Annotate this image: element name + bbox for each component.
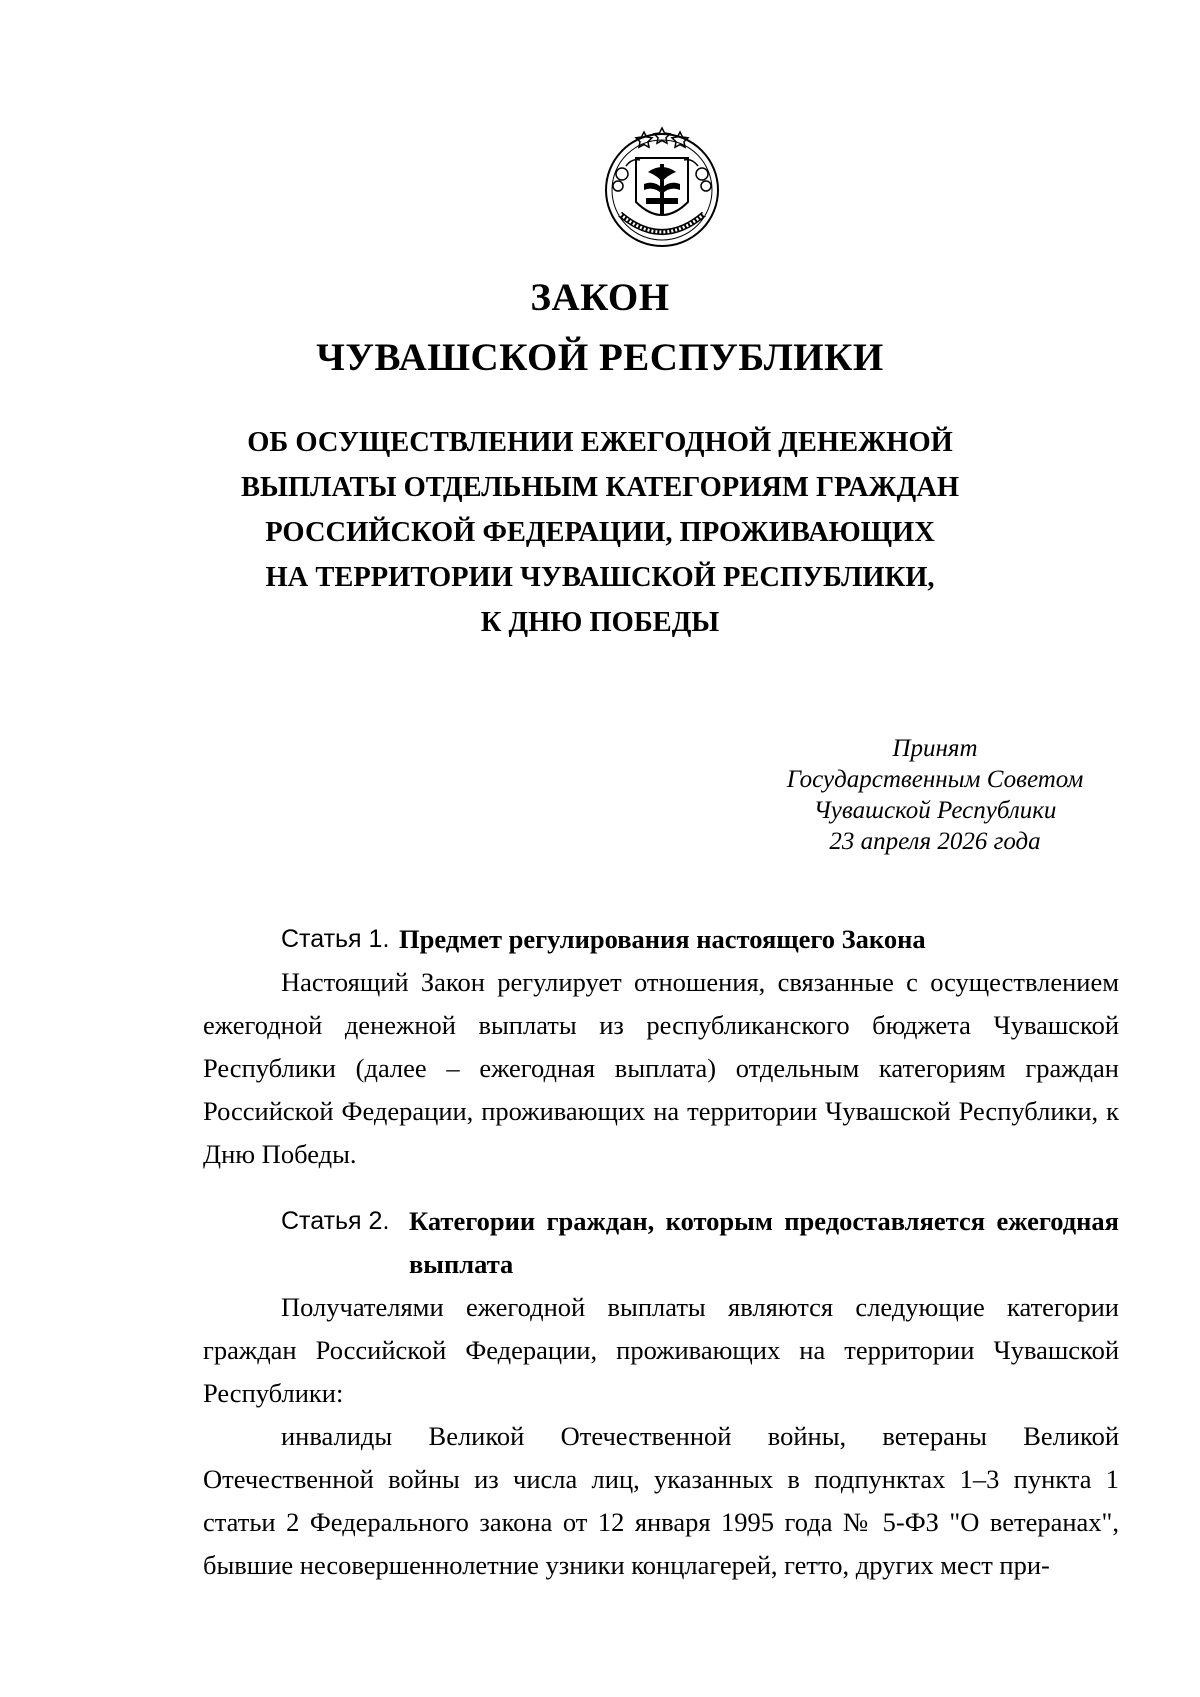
law-title-line: ЗАКОН — [530, 276, 670, 319]
article-paragraph: Настоящий Закон регулирует отношения, связанные с осуществлением ежегодной денежной выплаты из республиканского бюджета Чувашской Республики (далее – ежегодная выплата) отдельным категориям граждан Российской Федерации, проживающих на территории Чувашской Республики, к Дню Победы. — [203, 967, 1119, 1169]
adoption-line: Государственным Советом — [786, 766, 1084, 793]
law-title-line: ЧУВАШСКОЙ РЕСПУБЛИКИ — [316, 336, 884, 379]
adoption-date: 23 апреля 2026 года — [829, 828, 1041, 855]
law-subject-line: НА ТЕРРИТОРИИ ЧУВАШСКОЙ РЕСПУБЛИКИ, — [265, 562, 935, 593]
article-heading — [203, 1200, 1119, 1286]
article-heading — [203, 918, 1119, 961]
law-subject-line: К ДНЮ ПОБЕДЫ — [480, 607, 720, 638]
adoption-line: Принят — [892, 735, 978, 762]
law-subject-line: ВЫПЛАТЫ ОТДЕЛЬНЫМ КАТЕГОРИЯМ ГРАЖДАН — [240, 472, 960, 503]
article-number: Статья 1. — [281, 925, 390, 953]
article-2 — [203, 1200, 1119, 1587]
article-paragraph: инвалиды Великой Отечественной войны, ветераны Великой Отечественной войны из числа лиц, указанных в подпунктах 1–3 пункта 1 статьи 2 Федерального закона от 12 января 1995 года № 5-ФЗ "О ветеранах", бывшие несовершеннолетние узники концлагерей, гетто, других мест при- — [203, 1421, 1119, 1580]
law-subject — [180, 420, 1020, 645]
adoption-note — [720, 733, 1150, 857]
law-subject-line: РОССИЙСКОЙ ФЕДЕРАЦИИ, ПРОЖИВАЮЩИХ — [265, 517, 935, 548]
article-1 — [203, 918, 1119, 1176]
article-title: Предмет регулирования настоящего Закона — [399, 924, 926, 954]
law-subject-line: ОБ ОСУЩЕСТВЛЕНИИ ЕЖЕГОДНОЙ ДЕНЕЖНОЙ — [247, 427, 953, 458]
adoption-line: Чувашской Республики — [813, 797, 1057, 824]
article-number: Статья 2. — [281, 1207, 390, 1235]
law-title — [0, 268, 1200, 388]
chuvash-republic-emblem-icon — [596, 118, 728, 250]
article-title: Категории граждан, которым предоставляется ежегодная выплата — [409, 1206, 1119, 1279]
article-paragraph: Получателями ежегодной выплаты являются следующие категории граждан Российской Федерации, проживающих на территории Чувашской Республики: — [203, 1292, 1119, 1408]
